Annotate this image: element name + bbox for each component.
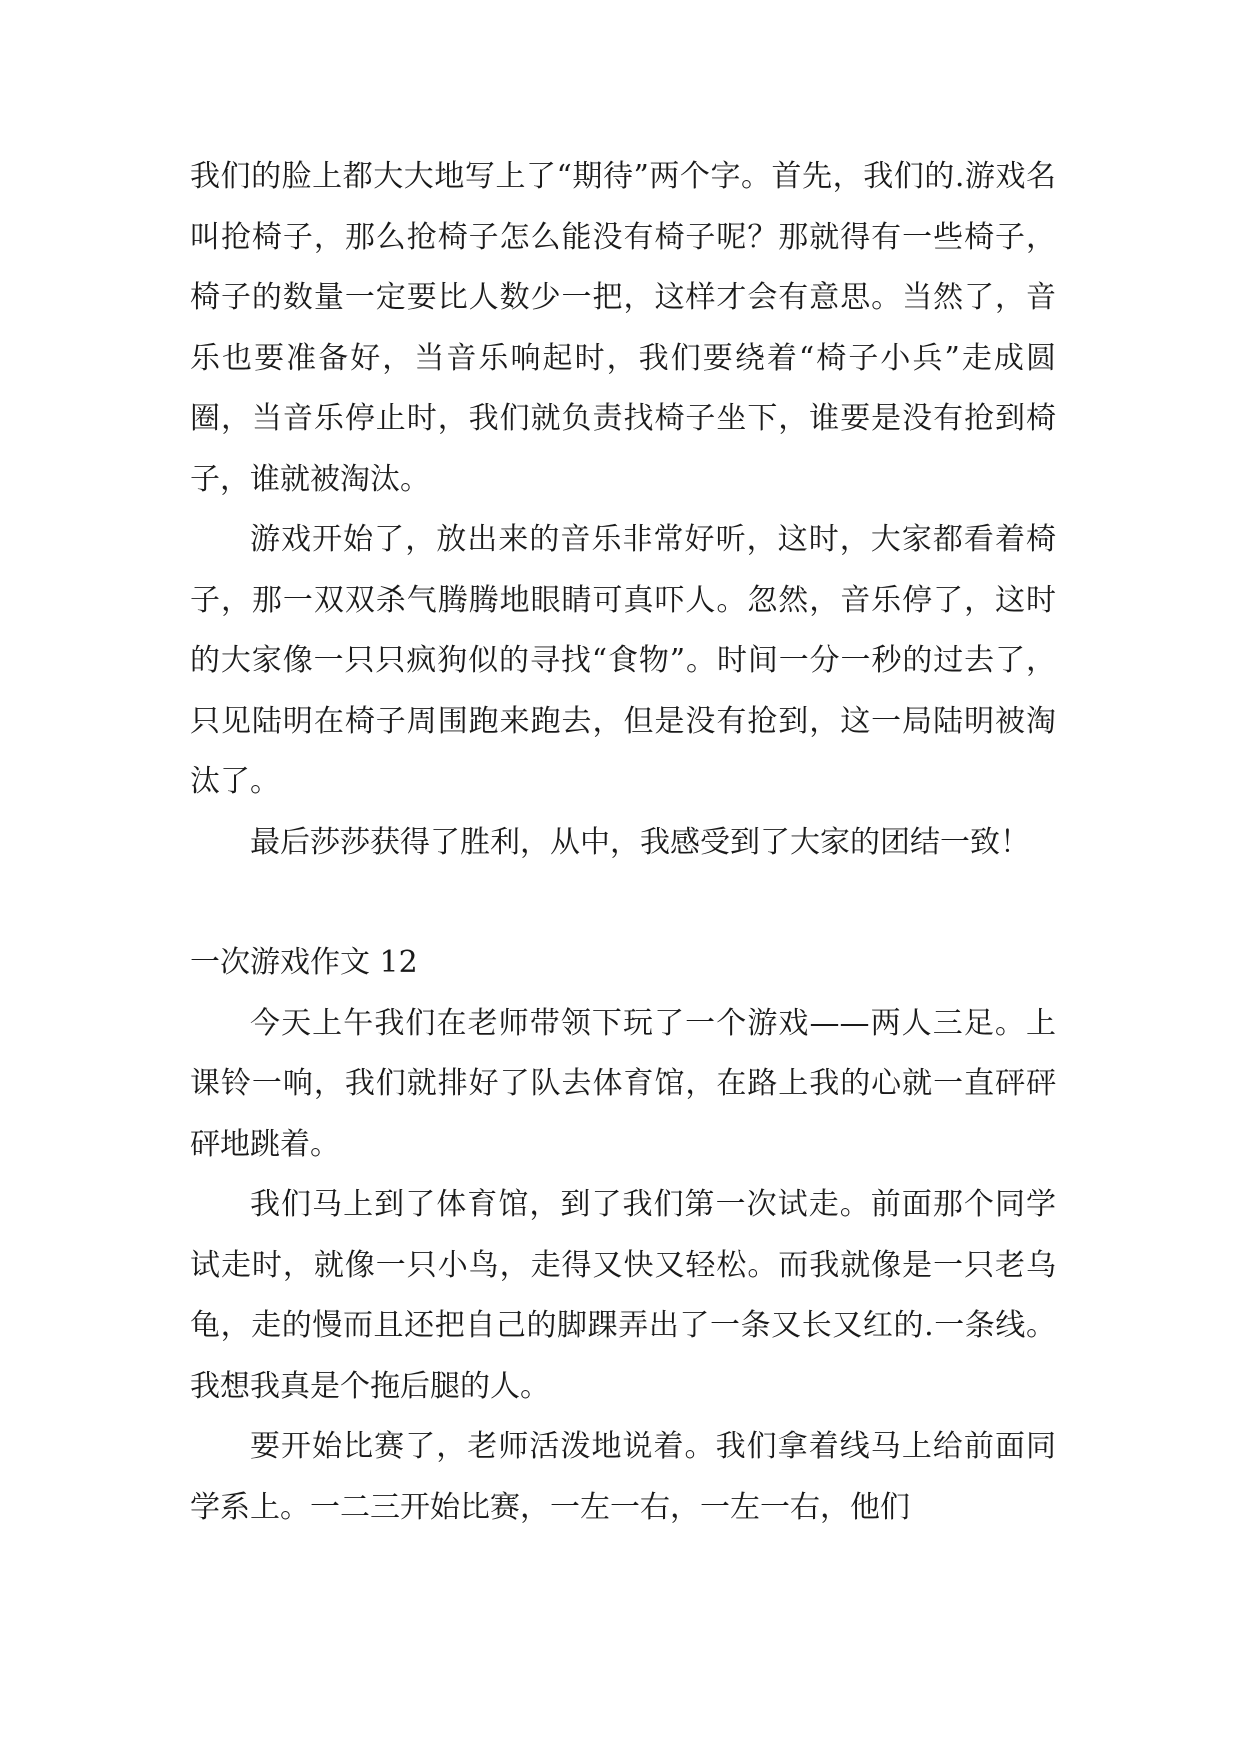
paragraph: 今天上午我们在老师带领下玩了一个游戏——两人三足。上课铃一响，我们就排好了队去体育馆，在路上我的心就一直砰砰砰地跳着。	[190, 1005, 1056, 1162]
essay-title: 一次游戏作文 12	[190, 945, 418, 980]
paragraph: 最后莎莎获得了胜利，从中，我感受到了大家的团结一致！	[250, 824, 1030, 860]
paragraph: 游戏开始了，放出来的音乐非常好听，这时，大家都看着椅子，那一双双杀气腾腾地眼睛可真吓人。忽然，音乐停了，这时的大家像一只只疯狗似的寻找“食物”。时间一分一秒的过去了，只见陆明在椅子周围跑来跑去，但是没有抢到，这一局陆明被淘汰了。	[190, 522, 1056, 799]
paragraph: 我们马上到了体育馆，到了我们第一次试走。前面那个同学试走时，就像一只小鸟，走得又快又轻松。而我就像是一只老乌龟，走的慢而且还把自己的脚踝弄出了一条又长又红的.一条线。我想我真是个拖后腿的人。	[190, 1187, 1056, 1404]
paragraph: 我们的脸上都大大地写上了“期待”两个字。首先，我们的.游戏名叫抢椅子，那么抢椅子怎么能没有椅子呢？那就得有一些椅子，椅子的数量一定要比人数少一把，这样才会有意思。当然了，音乐也要准备好，当音乐响起时，我们要绕着“椅子小兵”走成圆圈，当音乐停止时，我们就负责找椅子坐下，谁要是没有抢到椅子，谁就被淘汰。	[190, 159, 1056, 497]
section-spacer	[190, 873, 1056, 933]
document-page	[190, 147, 1056, 1538]
paragraph: 要开始比赛了，老师活泼地说着。我们拿着线马上给前面同学系上。一二三开始比赛，一左一右，一左一右，他们	[190, 1429, 1056, 1525]
